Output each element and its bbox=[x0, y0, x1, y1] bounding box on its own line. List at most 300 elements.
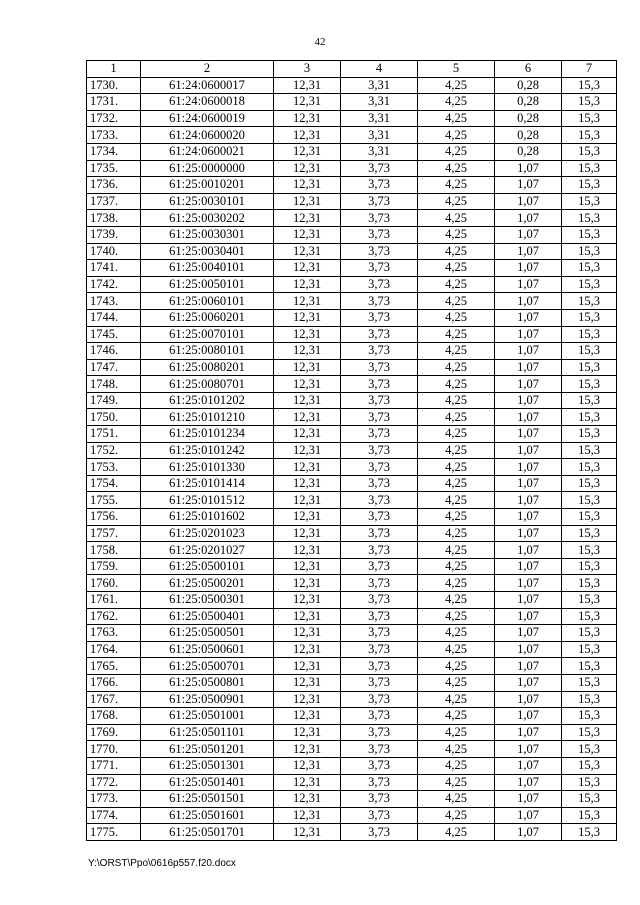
table-cell: 4,25 bbox=[418, 160, 495, 177]
table-cell: 4,25 bbox=[418, 309, 495, 326]
table-cell: 4,25 bbox=[418, 757, 495, 774]
table-cell: 4,25 bbox=[418, 592, 495, 609]
table-row bbox=[87, 210, 617, 227]
table-cell: 1736. bbox=[87, 177, 141, 194]
table-cell: 15,3 bbox=[562, 376, 617, 393]
table-row bbox=[87, 94, 617, 111]
table-cell: 12,31 bbox=[274, 426, 341, 443]
table-cell: 4,25 bbox=[418, 143, 495, 160]
table-cell: 1,07 bbox=[495, 210, 562, 227]
table-cell: 3,31 bbox=[341, 143, 418, 160]
table-cell: 3,73 bbox=[341, 807, 418, 824]
table-cell: 15,3 bbox=[562, 608, 617, 625]
table-cell: 4,25 bbox=[418, 625, 495, 642]
table-cell: 12,31 bbox=[274, 260, 341, 277]
table-cell: 12,31 bbox=[274, 94, 341, 111]
table-cell: 15,3 bbox=[562, 359, 617, 376]
table-cell: 1760. bbox=[87, 575, 141, 592]
table-cell: 0,28 bbox=[495, 143, 562, 160]
table-cell: 4,25 bbox=[418, 608, 495, 625]
table-row bbox=[87, 127, 617, 144]
table-cell: 1,07 bbox=[495, 807, 562, 824]
table-cell: 12,31 bbox=[274, 824, 341, 841]
table-cell: 1735. bbox=[87, 160, 141, 177]
table-cell: 3,73 bbox=[341, 625, 418, 642]
table-cell: 15,3 bbox=[562, 791, 617, 808]
table-cell: 3,73 bbox=[341, 608, 418, 625]
table-cell: 1731. bbox=[87, 94, 141, 111]
table-cell: 1754. bbox=[87, 475, 141, 492]
table-cell: 1,07 bbox=[495, 674, 562, 691]
table-row bbox=[87, 774, 617, 791]
table-row bbox=[87, 442, 617, 459]
table-cell: 4,25 bbox=[418, 193, 495, 210]
table-cell: 12,31 bbox=[274, 774, 341, 791]
table-cell: 61:25:0500601 bbox=[141, 641, 274, 658]
table-cell: 1732. bbox=[87, 110, 141, 127]
table-cell: 1772. bbox=[87, 774, 141, 791]
table-row bbox=[87, 376, 617, 393]
table-cell: 4,25 bbox=[418, 459, 495, 476]
table-row bbox=[87, 741, 617, 758]
table-cell: 12,31 bbox=[274, 210, 341, 227]
table-cell: 4,25 bbox=[418, 177, 495, 194]
table-cell: 3,73 bbox=[341, 226, 418, 243]
file-path-footer: Y:\ORST\Ppo\0616p557.f20.docx bbox=[88, 858, 236, 869]
table-row bbox=[87, 475, 617, 492]
table-cell: 1763. bbox=[87, 625, 141, 642]
table-cell: 61:25:0500101 bbox=[141, 558, 274, 575]
table-cell: 12,31 bbox=[274, 509, 341, 526]
table-cell: 4,25 bbox=[418, 293, 495, 310]
table-cell: 1,07 bbox=[495, 592, 562, 609]
table-row bbox=[87, 143, 617, 160]
table-cell: 12,31 bbox=[274, 475, 341, 492]
table-cell: 15,3 bbox=[562, 392, 617, 409]
table-cell: 12,31 bbox=[274, 807, 341, 824]
table-cell: 12,31 bbox=[274, 575, 341, 592]
table-cell: 61:24:0600019 bbox=[141, 110, 274, 127]
table-cell: 0,28 bbox=[495, 77, 562, 94]
table-cell: 1,07 bbox=[495, 243, 562, 260]
table-cell: 3,73 bbox=[341, 691, 418, 708]
table-row bbox=[87, 260, 617, 277]
table-row bbox=[87, 160, 617, 177]
table-cell: 12,31 bbox=[274, 674, 341, 691]
table-cell: 61:25:0501501 bbox=[141, 791, 274, 808]
table-cell: 61:24:0600021 bbox=[141, 143, 274, 160]
table-row bbox=[87, 426, 617, 443]
table-cell: 15,3 bbox=[562, 724, 617, 741]
table-cell: 15,3 bbox=[562, 276, 617, 293]
table-cell: 3,73 bbox=[341, 741, 418, 758]
table-cell: 1,07 bbox=[495, 791, 562, 808]
table-cell: 15,3 bbox=[562, 442, 617, 459]
table-cell: 61:25:0500701 bbox=[141, 658, 274, 675]
table-cell: 1765. bbox=[87, 658, 141, 675]
table-cell: 61:25:0030202 bbox=[141, 210, 274, 227]
table-row bbox=[87, 110, 617, 127]
table-cell: 4,25 bbox=[418, 392, 495, 409]
table-row bbox=[87, 293, 617, 310]
table-cell: 4,25 bbox=[418, 276, 495, 293]
table-row bbox=[87, 392, 617, 409]
table-cell: 1762. bbox=[87, 608, 141, 625]
table-cell: 3,31 bbox=[341, 127, 418, 144]
table-cell: 4,25 bbox=[418, 791, 495, 808]
table-cell: 1,07 bbox=[495, 359, 562, 376]
table-cell: 15,3 bbox=[562, 757, 617, 774]
table-cell: 61:25:0500201 bbox=[141, 575, 274, 592]
table-cell: 15,3 bbox=[562, 824, 617, 841]
table-cell: 61:24:0600020 bbox=[141, 127, 274, 144]
table-row bbox=[87, 77, 617, 94]
table-cell: 61:25:0101210 bbox=[141, 409, 274, 426]
column-header: 2 bbox=[141, 61, 274, 78]
table-cell: 4,25 bbox=[418, 575, 495, 592]
table-row bbox=[87, 791, 617, 808]
table-cell: 1766. bbox=[87, 674, 141, 691]
table-cell: 61:24:0600017 bbox=[141, 77, 274, 94]
table-cell: 1768. bbox=[87, 708, 141, 725]
table-cell: 3,31 bbox=[341, 110, 418, 127]
table-cell: 4,25 bbox=[418, 674, 495, 691]
table-cell: 12,31 bbox=[274, 592, 341, 609]
table-cell: 4,25 bbox=[418, 110, 495, 127]
table-cell: 12,31 bbox=[274, 359, 341, 376]
table-cell: 4,25 bbox=[418, 724, 495, 741]
table-cell: 1,07 bbox=[495, 459, 562, 476]
table-cell: 15,3 bbox=[562, 226, 617, 243]
table-cell: 3,73 bbox=[341, 774, 418, 791]
table-row bbox=[87, 724, 617, 741]
table-cell: 1,07 bbox=[495, 177, 562, 194]
table-cell: 1,07 bbox=[495, 724, 562, 741]
table-cell: 1,07 bbox=[495, 824, 562, 841]
table-cell: 0,28 bbox=[495, 127, 562, 144]
table-row bbox=[87, 608, 617, 625]
table-cell: 1755. bbox=[87, 492, 141, 509]
table-cell: 12,31 bbox=[274, 741, 341, 758]
table-cell: 4,25 bbox=[418, 210, 495, 227]
table-cell: 15,3 bbox=[562, 558, 617, 575]
table-cell: 15,3 bbox=[562, 459, 617, 476]
table-cell: 1757. bbox=[87, 525, 141, 542]
table-row bbox=[87, 243, 617, 260]
table-row bbox=[87, 177, 617, 194]
table-cell: 1775. bbox=[87, 824, 141, 841]
column-header: 6 bbox=[495, 61, 562, 78]
table-cell: 12,31 bbox=[274, 708, 341, 725]
table-cell: 15,3 bbox=[562, 774, 617, 791]
table-cell: 61:25:0070101 bbox=[141, 326, 274, 343]
table-cell: 3,73 bbox=[341, 210, 418, 227]
column-header: 5 bbox=[418, 61, 495, 78]
table-cell: 15,3 bbox=[562, 807, 617, 824]
table-cell: 3,73 bbox=[341, 343, 418, 360]
table-cell: 1,07 bbox=[495, 326, 562, 343]
column-header: 3 bbox=[274, 61, 341, 78]
table-cell: 3,73 bbox=[341, 674, 418, 691]
table-cell: 1,07 bbox=[495, 260, 562, 277]
table-cell: 15,3 bbox=[562, 426, 617, 443]
column-header: 7 bbox=[562, 61, 617, 78]
table-cell: 12,31 bbox=[274, 110, 341, 127]
table-cell: 61:25:0500901 bbox=[141, 691, 274, 708]
table-cell: 61:25:0060201 bbox=[141, 309, 274, 326]
table-cell: 1744. bbox=[87, 309, 141, 326]
table-cell: 4,25 bbox=[418, 127, 495, 144]
table-cell: 1,07 bbox=[495, 558, 562, 575]
table-row bbox=[87, 525, 617, 542]
table-cell: 4,25 bbox=[418, 525, 495, 542]
table-cell: 12,31 bbox=[274, 691, 341, 708]
table-cell: 4,25 bbox=[418, 376, 495, 393]
table-cell: 1,07 bbox=[495, 774, 562, 791]
table-cell: 3,73 bbox=[341, 459, 418, 476]
table-cell: 61:25:0101234 bbox=[141, 426, 274, 443]
table-cell: 61:25:0080101 bbox=[141, 343, 274, 360]
table-cell: 12,31 bbox=[274, 77, 341, 94]
table-cell: 3,73 bbox=[341, 641, 418, 658]
table-cell: 3,73 bbox=[341, 592, 418, 609]
table-cell: 12,31 bbox=[274, 376, 341, 393]
table-cell: 12,31 bbox=[274, 459, 341, 476]
table-cell: 1,07 bbox=[495, 542, 562, 559]
table-cell: 12,31 bbox=[274, 343, 341, 360]
column-header: 4 bbox=[341, 61, 418, 78]
table-cell: 1753. bbox=[87, 459, 141, 476]
table-cell: 1751. bbox=[87, 426, 141, 443]
table-cell: 4,25 bbox=[418, 343, 495, 360]
table-cell: 4,25 bbox=[418, 359, 495, 376]
table-cell: 1,07 bbox=[495, 641, 562, 658]
table-cell: 3,73 bbox=[341, 708, 418, 725]
table-cell: 15,3 bbox=[562, 575, 617, 592]
table-row bbox=[87, 492, 617, 509]
table-cell: 61:25:0040101 bbox=[141, 260, 274, 277]
table-cell: 1,07 bbox=[495, 492, 562, 509]
table-cell: 1758. bbox=[87, 542, 141, 559]
table-row bbox=[87, 509, 617, 526]
table-cell: 4,25 bbox=[418, 641, 495, 658]
table-cell: 15,3 bbox=[562, 475, 617, 492]
table-cell: 61:25:0501201 bbox=[141, 741, 274, 758]
table-cell: 12,31 bbox=[274, 143, 341, 160]
table-cell: 61:25:0030401 bbox=[141, 243, 274, 260]
table-cell: 61:25:0101512 bbox=[141, 492, 274, 509]
table-cell: 1,07 bbox=[495, 309, 562, 326]
table-cell: 3,73 bbox=[341, 492, 418, 509]
column-header: 1 bbox=[87, 61, 141, 78]
table-cell: 12,31 bbox=[274, 276, 341, 293]
table-cell: 15,3 bbox=[562, 658, 617, 675]
table-cell: 3,31 bbox=[341, 77, 418, 94]
table-cell: 15,3 bbox=[562, 492, 617, 509]
table-cell: 15,3 bbox=[562, 625, 617, 642]
table-cell: 1743. bbox=[87, 293, 141, 310]
table-cell: 1770. bbox=[87, 741, 141, 758]
table-cell: 15,3 bbox=[562, 525, 617, 542]
table-cell: 1,07 bbox=[495, 525, 562, 542]
table-cell: 12,31 bbox=[274, 608, 341, 625]
table-cell: 15,3 bbox=[562, 243, 617, 260]
table-cell: 4,25 bbox=[418, 824, 495, 841]
table-cell: 3,73 bbox=[341, 193, 418, 210]
table-cell: 0,28 bbox=[495, 94, 562, 111]
table-cell: 1737. bbox=[87, 193, 141, 210]
table-cell: 61:25:0101330 bbox=[141, 459, 274, 476]
table-cell: 4,25 bbox=[418, 77, 495, 94]
table-row bbox=[87, 409, 617, 426]
table-cell: 3,73 bbox=[341, 359, 418, 376]
table-row bbox=[87, 658, 617, 675]
table-cell: 4,25 bbox=[418, 226, 495, 243]
table-cell: 1752. bbox=[87, 442, 141, 459]
table-row bbox=[87, 309, 617, 326]
table-row bbox=[87, 193, 617, 210]
table-cell: 15,3 bbox=[562, 409, 617, 426]
table-cell: 12,31 bbox=[274, 127, 341, 144]
table-cell: 1764. bbox=[87, 641, 141, 658]
table-cell: 12,31 bbox=[274, 641, 341, 658]
table-cell: 1769. bbox=[87, 724, 141, 741]
table-cell: 12,31 bbox=[274, 658, 341, 675]
table-row bbox=[87, 824, 617, 841]
table-cell: 15,3 bbox=[562, 343, 617, 360]
table-cell: 61:25:0101202 bbox=[141, 392, 274, 409]
table-cell: 61:25:0000000 bbox=[141, 160, 274, 177]
table-cell: 61:25:0501401 bbox=[141, 774, 274, 791]
table-cell: 1750. bbox=[87, 409, 141, 426]
table-cell: 3,31 bbox=[341, 94, 418, 111]
table-cell: 1,07 bbox=[495, 708, 562, 725]
table-cell: 61:25:0501701 bbox=[141, 824, 274, 841]
table-cell: 3,73 bbox=[341, 442, 418, 459]
table-row bbox=[87, 641, 617, 658]
table-cell: 4,25 bbox=[418, 708, 495, 725]
table-cell: 3,73 bbox=[341, 542, 418, 559]
table-cell: 3,73 bbox=[341, 276, 418, 293]
table-cell: 12,31 bbox=[274, 542, 341, 559]
table-cell: 15,3 bbox=[562, 691, 617, 708]
table-cell: 12,31 bbox=[274, 326, 341, 343]
table-cell: 1,07 bbox=[495, 226, 562, 243]
table-cell: 4,25 bbox=[418, 558, 495, 575]
table-cell: 61:25:0501101 bbox=[141, 724, 274, 741]
table-row bbox=[87, 708, 617, 725]
table-row bbox=[87, 674, 617, 691]
table-cell: 12,31 bbox=[274, 558, 341, 575]
table-cell: 12,31 bbox=[274, 442, 341, 459]
table-header-row bbox=[87, 61, 617, 78]
table-cell: 1,07 bbox=[495, 509, 562, 526]
table-cell: 1,07 bbox=[495, 658, 562, 675]
table-row bbox=[87, 276, 617, 293]
table-cell: 4,25 bbox=[418, 509, 495, 526]
table-cell: 61:25:0201023 bbox=[141, 525, 274, 542]
table-cell: 12,31 bbox=[274, 309, 341, 326]
table-cell: 1773. bbox=[87, 791, 141, 808]
table-cell: 4,25 bbox=[418, 260, 495, 277]
table-cell: 4,25 bbox=[418, 492, 495, 509]
table-cell: 4,25 bbox=[418, 442, 495, 459]
table-cell: 1,07 bbox=[495, 343, 562, 360]
table-cell: 61:25:0080201 bbox=[141, 359, 274, 376]
table-cell: 61:25:0201027 bbox=[141, 542, 274, 559]
table-cell: 12,31 bbox=[274, 177, 341, 194]
table-cell: 3,73 bbox=[341, 260, 418, 277]
table-cell: 61:25:0050101 bbox=[141, 276, 274, 293]
table-row bbox=[87, 625, 617, 642]
table-cell: 3,73 bbox=[341, 791, 418, 808]
table-cell: 4,25 bbox=[418, 243, 495, 260]
table-cell: 12,31 bbox=[274, 625, 341, 642]
table-cell: 4,25 bbox=[418, 542, 495, 559]
table-cell: 3,73 bbox=[341, 326, 418, 343]
table-cell: 12,31 bbox=[274, 492, 341, 509]
table-row bbox=[87, 807, 617, 824]
table-cell: 1730. bbox=[87, 77, 141, 94]
table-cell: 12,31 bbox=[274, 293, 341, 310]
table-cell: 1,07 bbox=[495, 293, 562, 310]
table-cell: 15,3 bbox=[562, 741, 617, 758]
table-cell: 1,07 bbox=[495, 575, 562, 592]
table-cell: 3,73 bbox=[341, 658, 418, 675]
table-cell: 15,3 bbox=[562, 542, 617, 559]
table-cell: 15,3 bbox=[562, 94, 617, 111]
table-cell: 12,31 bbox=[274, 160, 341, 177]
table-cell: 1774. bbox=[87, 807, 141, 824]
table-cell: 12,31 bbox=[274, 525, 341, 542]
table-cell: 1767. bbox=[87, 691, 141, 708]
table-cell: 15,3 bbox=[562, 293, 617, 310]
table-cell: 61:25:0060101 bbox=[141, 293, 274, 310]
table-cell: 1,07 bbox=[495, 475, 562, 492]
table-cell: 3,73 bbox=[341, 243, 418, 260]
table-cell: 15,3 bbox=[562, 110, 617, 127]
table-cell: 3,73 bbox=[341, 475, 418, 492]
table-cell: 15,3 bbox=[562, 177, 617, 194]
table-cell: 12,31 bbox=[274, 409, 341, 426]
table-cell: 1740. bbox=[87, 243, 141, 260]
table-cell: 15,3 bbox=[562, 260, 617, 277]
table-cell: 61:25:0101242 bbox=[141, 442, 274, 459]
table-cell: 61:25:0500501 bbox=[141, 625, 274, 642]
table-cell: 1,07 bbox=[495, 757, 562, 774]
table-row bbox=[87, 558, 617, 575]
table-cell: 1,07 bbox=[495, 426, 562, 443]
table-cell: 1,07 bbox=[495, 160, 562, 177]
table-cell: 3,73 bbox=[341, 409, 418, 426]
table-cell: 3,73 bbox=[341, 824, 418, 841]
table-cell: 1761. bbox=[87, 592, 141, 609]
table-cell: 61:25:0030101 bbox=[141, 193, 274, 210]
table-cell: 1,07 bbox=[495, 608, 562, 625]
table-cell: 15,3 bbox=[562, 127, 617, 144]
table-cell: 3,73 bbox=[341, 558, 418, 575]
table-cell: 12,31 bbox=[274, 757, 341, 774]
table-cell: 15,3 bbox=[562, 210, 617, 227]
table-cell: 61:25:0501301 bbox=[141, 757, 274, 774]
table-cell: 1749. bbox=[87, 392, 141, 409]
table-cell: 3,73 bbox=[341, 575, 418, 592]
table-cell: 12,31 bbox=[274, 791, 341, 808]
table-cell: 3,73 bbox=[341, 177, 418, 194]
table-cell: 15,3 bbox=[562, 509, 617, 526]
table-cell: 4,25 bbox=[418, 741, 495, 758]
table-cell: 3,73 bbox=[341, 392, 418, 409]
